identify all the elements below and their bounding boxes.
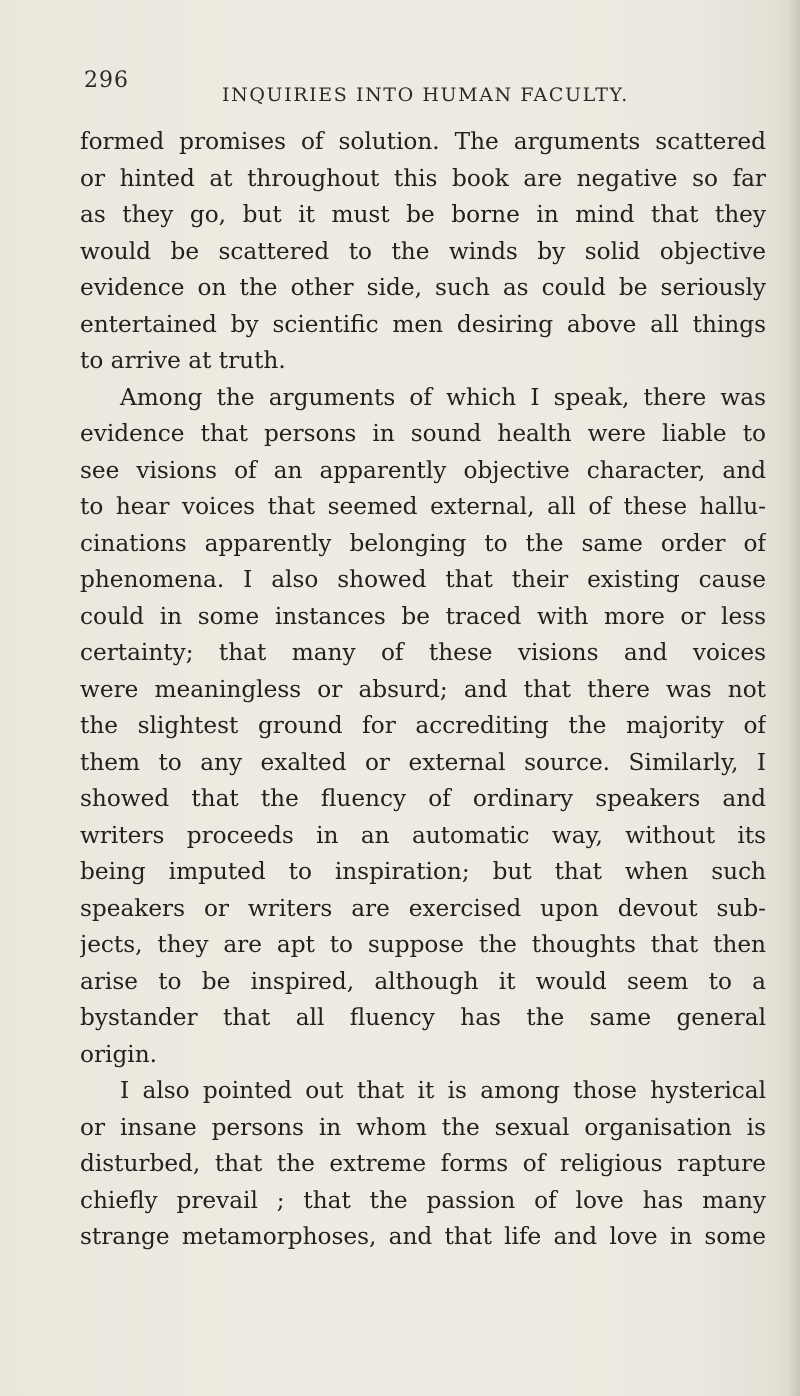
text-line: or insane persons in whom the sexual organisation is <box>80 1113 766 1141</box>
text-line: disturbed, that the extreme forms of religious rapture <box>80 1150 766 1177</box>
text-line: to arrive at truth. <box>80 347 286 374</box>
text-line: were meaningless or absurd; and that there was not <box>80 675 766 703</box>
text-line: showed that the fluency of ordinary speakers and <box>80 785 766 812</box>
text-line: Among the arguments of which I speak, there was <box>120 383 766 411</box>
text-line: evidence that persons in sound health were liable to <box>80 420 766 447</box>
text-line: strange metamorphoses, and that life and love in some <box>80 1223 766 1250</box>
text-line: as they go, but it must be borne in mind that they <box>80 201 766 228</box>
body-text <box>80 124 766 1256</box>
page-edge-shadow <box>788 0 800 1396</box>
text-line: I also pointed out that it is among those hysterical <box>120 1077 766 1104</box>
text-line: to hear voices that seemed external, all of these hallu- <box>80 493 766 520</box>
text-line: origin. <box>80 1040 158 1068</box>
text-line: them to any exalted or external source. Similarly, I <box>80 748 766 776</box>
text-line: or hinted at throughout this book are negative so far <box>80 164 766 192</box>
text-line: being imputed to inspiration; but that when such <box>80 858 766 885</box>
text-line: the slightest ground for accrediting the majority of <box>80 712 766 739</box>
text-line: chiefly prevail ; that the passion of love has many <box>80 1186 766 1214</box>
text-line: evidence on the other side, such as could be seriously <box>80 274 766 301</box>
text-line: jects, they are apt to suppose the thoughts that then <box>80 931 766 958</box>
running-head: INQUIRIES INTO HUMAN FACULTY. <box>222 84 629 106</box>
text-line: certainty; that many of these visions and voices <box>80 639 766 666</box>
text-line: could in some instances be traced with more or less <box>80 602 766 630</box>
text-line: cinations apparently belonging to the same order of <box>80 529 766 557</box>
text-line: phenomena. I also showed that their existing cause <box>80 566 766 593</box>
text-line: formed promises of solution. The arguments scattered <box>80 128 766 155</box>
text-line: writers proceeds in an automatic way, without its <box>80 821 766 849</box>
text-line: speakers or writers are exercised upon devout sub- <box>80 894 766 922</box>
page-number: 296 <box>84 68 129 93</box>
text-line: see visions of an apparently objective character, and <box>80 456 766 484</box>
text-line: entertained by scientific men desiring above all things <box>80 310 766 338</box>
text-line: arise to be inspired, although it would seem to a <box>80 967 766 995</box>
text-line: bystander that all fluency has the same general <box>80 1004 766 1031</box>
page-header <box>0 62 800 112</box>
text-line: would be scattered to the winds by solid objective <box>80 237 766 265</box>
